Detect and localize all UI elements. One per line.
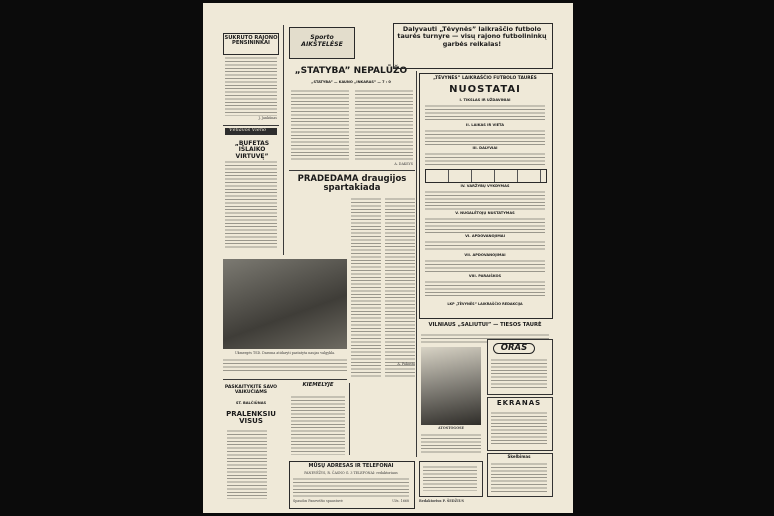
- cup-section-7-text: [425, 259, 545, 273]
- cup-banner: Dalyvauti „Tėvynės” laikraščio futbolo taurės turnyre — visų rajono futbolininkų garbės reikalas!: [397, 25, 547, 48]
- spartakiad-text-left: [351, 197, 381, 377]
- cup-section-5-text: [425, 217, 545, 233]
- pensioners-signature: J. Jankūnas: [258, 116, 277, 120]
- statyba-article-left: [291, 89, 349, 161]
- canteen-caption-text: [223, 358, 347, 372]
- misc-ad-title: Skelbimas: [507, 454, 531, 459]
- statyba-signature: A. DAKSYS: [394, 162, 413, 166]
- cup-section-8: VIII. PARAIŠKOS: [468, 274, 502, 278]
- column-rule: [283, 25, 284, 255]
- pensioners-article-text: [225, 56, 277, 116]
- cup-section-7: VII. APDOVANOJIMAI: [464, 253, 506, 257]
- cup-section-1-text: [425, 104, 545, 122]
- divider: [223, 125, 279, 126]
- cup-section-3: III. DALYVIAI: [472, 146, 498, 150]
- oras-text: [491, 358, 547, 388]
- small-ad-text: [423, 465, 477, 491]
- statyba-subtitle: „STATYBA” — KAUNO „INKARAS” — 7 : 0: [311, 80, 391, 84]
- cup-section-4-text: [425, 190, 545, 210]
- subscribe-title: PASKAITYKITE SAVO VAIKUČIAMS: [224, 385, 278, 395]
- poem-title: PRALENKSIU VISUS: [226, 410, 276, 426]
- address-title: MŪSŲ ADRESAS IR TELEFONAI: [308, 463, 394, 469]
- cup-section-3-text: [425, 152, 545, 166]
- cup-signature: LKP „TĖVYNĖS” LAIKRAŠČIO REDAKCIJA: [447, 302, 523, 306]
- cup-section-8-text: [425, 280, 545, 298]
- humor-text: [291, 395, 345, 455]
- cup-score-table: [425, 169, 547, 183]
- canteen-photo: [223, 259, 347, 349]
- portrait-caption-text: [421, 433, 481, 455]
- buffet-article-text: [225, 160, 277, 248]
- divider: [289, 170, 415, 171]
- humor-title: KIEMELYJE: [302, 382, 334, 388]
- cup-title: NUOSTATAI: [449, 84, 521, 95]
- cup-section-4: IV. VARŽYBŲ VYKDYMAS: [460, 184, 510, 188]
- address-line: PANEVĖŽYS, R. ČASNO G. 3 TELEFONAI: redaktoriaus: [304, 471, 398, 475]
- column-rule: [416, 71, 417, 457]
- cup-kicker: „TĖVYNĖS” LAIKRAŠČIO FUTBOLO TAURĖS: [433, 76, 537, 81]
- editor: Redaktorius P. ŠEDŽIUS: [419, 499, 464, 503]
- subscribe-author: ST. BALČIŪNAS: [235, 401, 267, 405]
- column-rule: [349, 383, 350, 455]
- salutas-title: VILNIAUS „SALIUTUI” — TIESOS TAURĖ: [428, 322, 542, 328]
- misc-ad-text: [491, 462, 547, 492]
- sport-logo: Sporto AIKŠTELĖSE: [301, 34, 343, 48]
- spartakiad-signature: A. Pakusta: [397, 362, 415, 366]
- oras-logo: ORAS: [493, 343, 535, 354]
- publisher: Spaudos Panevėžio spaustuvė: [293, 499, 343, 503]
- poem-text: [227, 429, 267, 499]
- statyba-article-right: [355, 89, 413, 161]
- cup-section-1: I. TIKSLAS IR UŽDAVINIAI: [459, 98, 511, 102]
- cup-section-2-text: [425, 129, 545, 145]
- pensioners-title: SUKRUTO RAJONO PENSININKAI: [224, 35, 278, 47]
- address-text: [293, 477, 409, 497]
- divider: [223, 379, 347, 380]
- portrait-caption: ATOSTOGOSE: [438, 426, 464, 430]
- buffet-title: „BUFETAS IŠLAIKO VIRTUVĘ”: [234, 140, 270, 160]
- cup-section-5: V. NUGALĖTOJŲ NUSTATYMAS: [455, 211, 515, 215]
- statyba-title: „STATYBA” NEPALŪŽO: [294, 66, 408, 76]
- order-number: Užs. 1668: [392, 499, 409, 503]
- cinema-title: EKRANAS: [496, 399, 542, 407]
- canteen-photo-caption: Ukmergės TSD. Daroma atidaryti pastatyta naujas valgykla.: [234, 351, 336, 355]
- cup-section-6-text: [425, 240, 545, 252]
- cup-section-6: VI. APDOVANOJIMAI: [465, 234, 505, 238]
- cinema-text: [491, 411, 547, 445]
- spartakiad-title: PRADEDAMA draugijos spartakiada: [297, 174, 407, 193]
- kitchen-header-logo: Vėliavos Vieno: [225, 128, 277, 135]
- newspaper-page: [203, 3, 573, 513]
- cup-section-2: II. LAIKAS IR VIETA: [466, 123, 504, 127]
- spartakiad-text-mid: [385, 197, 415, 377]
- woman-portrait-photo: [421, 347, 481, 425]
